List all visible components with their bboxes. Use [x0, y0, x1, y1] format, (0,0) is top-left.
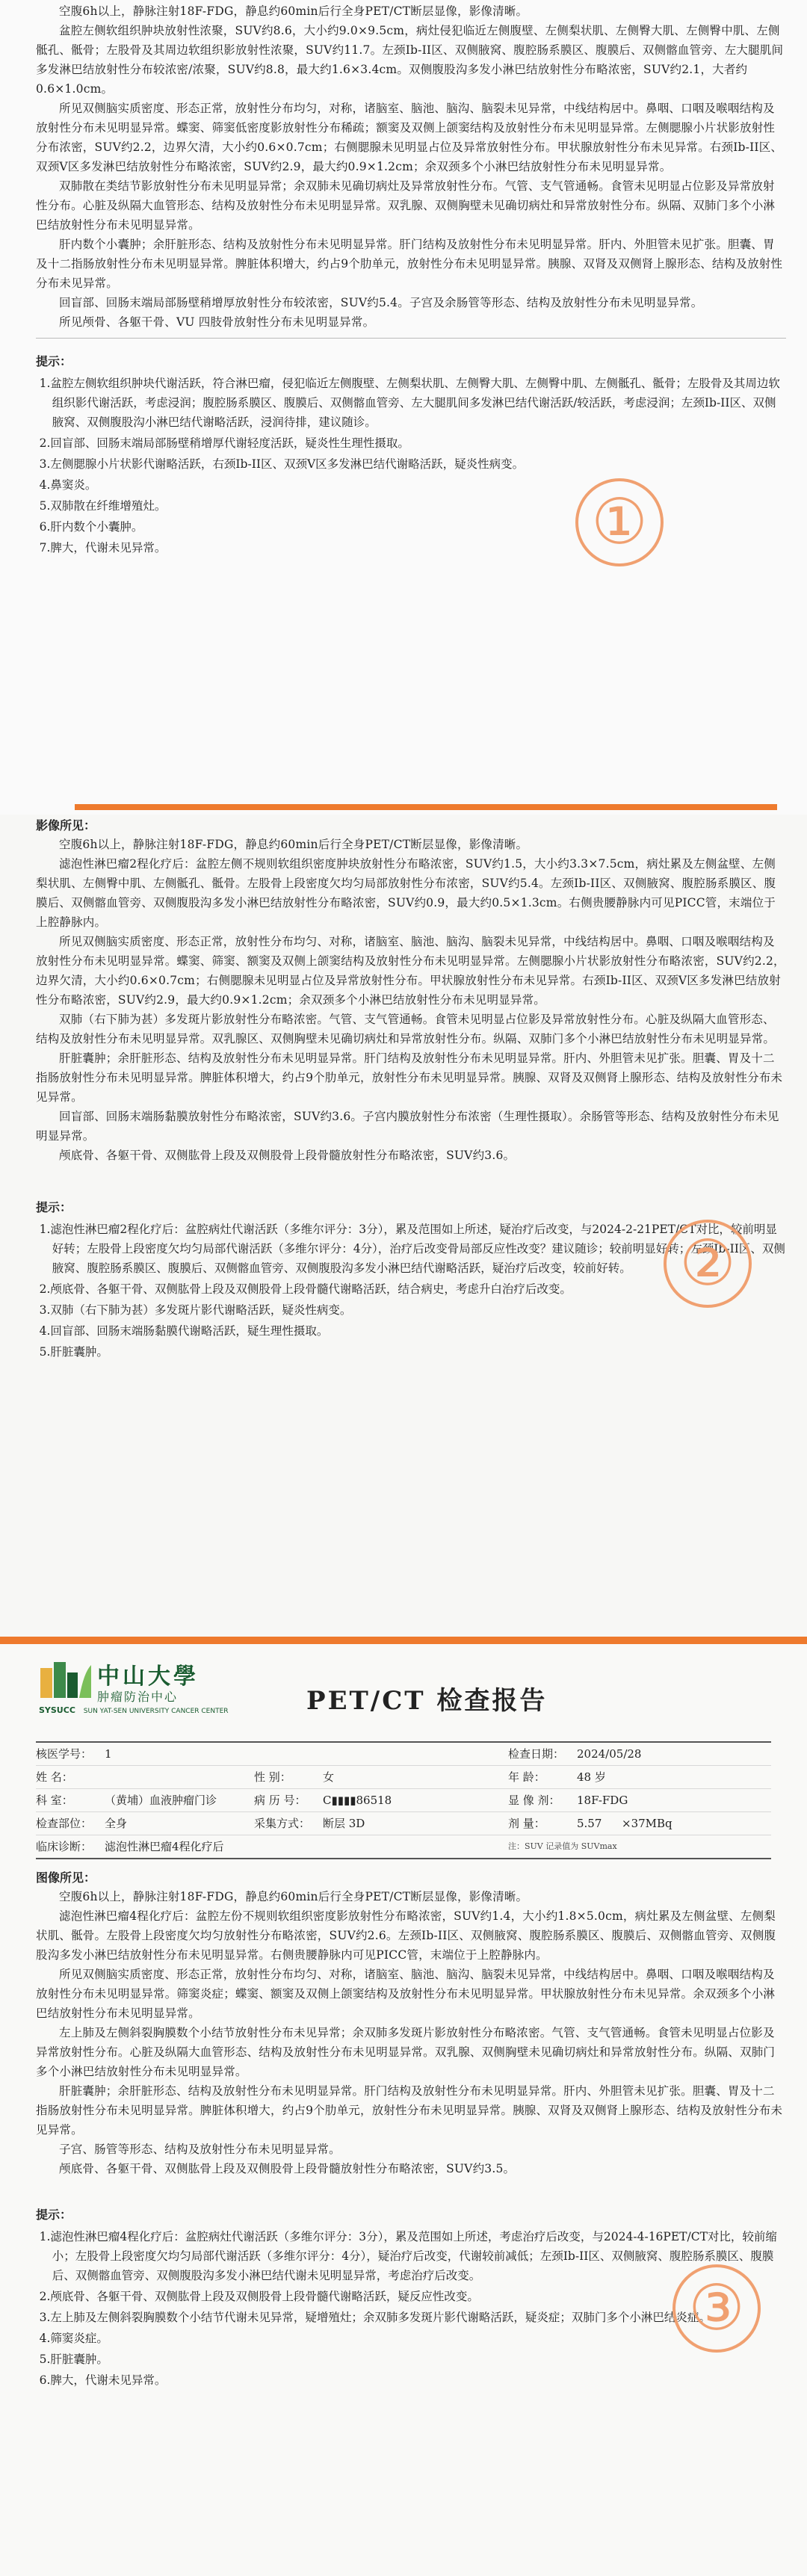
orange-divider: [0, 1637, 807, 1644]
section-title: 图像所见：: [36, 1871, 96, 1885]
value-dept: （黄埔）血液肿瘤门诊: [105, 1794, 217, 1807]
hint-title: 提示：: [36, 354, 72, 368]
hint-item: 5.双肺散在纤维增殖灶。: [39, 499, 167, 513]
report-page-2: [0, 815, 807, 1644]
hint-item: 2.颅底骨、各躯干骨、双侧肱骨上段及双侧股骨上段骨髓代谢略活跃，结合病史，考虑升白治疗后改变。: [39, 1282, 572, 1296]
finding-paragraph: 肝内数个小囊肿；余肝脏形态、结构及放射性分布未见明显异常。肝门结构及放射性分布未见明显异常。肝内、外胆管未见扩张。胆囊、胃及十二指肠放射性分布未见明显异常。脾脏体积增大，约占9个肋单元，放射性分布未见明显异常。胰腺、双肾及双侧肾上腺形态、结构及放射性分布未见异常。: [36, 238, 783, 290]
logo-english-name: SUN YAT-SEN UNIVERSITY CANCER CENTER: [83, 1708, 229, 1715]
hint-item: 5.肝脏囊肿。: [39, 1345, 108, 1359]
hint-item: 7.脾大，代谢未见异常。: [39, 541, 167, 555]
university-logo-icon: [39, 1658, 93, 1702]
hint-item: 6.肝内数个小囊肿。: [39, 520, 143, 534]
label-diagnosis: 临床诊断：: [36, 1840, 93, 1853]
finding-paragraph: 空腹6h以上，静脉注射18F-FDG，静息约60min后行全身PET/CT断层显像，影像清晰。: [59, 838, 528, 851]
hint-item: 3.左上肺及左侧斜裂胸膜数个小结节代谢未见异常，疑增殖灶；余双肺多发斑片影代谢略活跃，疑炎症；双肺门多个小淋巴结炎症。: [39, 2311, 711, 2324]
hint-item: 1.滤泡性淋巴瘤2程化疗后：盆腔病灶代谢活跃（多维尔评分：3分），累及范围如上所述，疑治疗后改变，与2024-2-21PET/CT对比，较前明显好转；左股骨上段密度欠均匀局部代谢活跃（多维尔评分：4分），治疗后改变骨局部反应性改变？建议随诊；较前明显好转；左颈Ib-II区、双侧腋窝、腹腔肠系膜区、腹膜后、双侧髂血管旁、双侧腹股沟多发小淋巴结代谢略活跃，疑治疗后改变，较前好转。: [39, 1223, 785, 1275]
label-mode: 采集方式：: [254, 1817, 311, 1830]
finding-paragraph: 所见双侧脑实质密度、形态正常，放射性分布均匀、对称，诸脑室、脑池、脑沟、脑裂未见异常，中线结构居中。鼻咽、口咽及喉咽结构及放射性分布未见明显异常。筛窦炎症；蝶窦、额窦及双侧上颌窦结构及放射性分布未见明显异常。甲状腺放射性分布未见异常。余双颈多个小淋巴结放射性分布未见明显异常。: [36, 1968, 776, 2020]
info-row: [36, 1766, 771, 1789]
finding-paragraph: 回盲部、回肠末端局部肠壁稍增厚放射性分布较浓密，SUV约5.4。子宫及余肠管等形态、结构及放射性分布未见明显异常。: [59, 296, 703, 309]
logo-badge: [39, 1705, 229, 1715]
hint-item: 4.筛窦炎症。: [39, 2332, 108, 2345]
label-agent: 显 像 剂：: [508, 1794, 560, 1807]
label-age: 年 龄：: [508, 1770, 545, 1784]
info-row: [36, 1741, 771, 1766]
label-name: 姓 名：: [36, 1770, 73, 1784]
info-row: [36, 1812, 771, 1835]
value-date: 2024/05/28: [577, 1747, 642, 1761]
value-diagnosis: 滤泡性淋巴瘤4程化疗后: [105, 1840, 224, 1853]
finding-paragraph: 空腹6h以上，静脉注射18F-FDG，静息约60min后行全身PET/CT断层显像，影像清晰。: [59, 1890, 528, 1903]
value-age: 48 岁: [577, 1770, 606, 1784]
label-part: 检查部位：: [36, 1817, 93, 1830]
report-page-1: [0, 0, 807, 815]
hint-title: 提示：: [36, 1200, 72, 1214]
value-dose: 5.57: [577, 1817, 602, 1830]
hint-item: 1.滤泡性淋巴瘤4程化疗后：盆腔病灶代谢活跃（多维尔评分：3分），累及范围如上所述，考虑治疗后改变，与2024-4-16PET/CT对比，较前缩小；左股骨上段密度欠均匀局部代谢活跃（多维尔评分：4分），疑治疗后改变，代谢较前减低；左颈Ib-II区、双侧腋窝、腹腔肠系膜区、腹膜后、双侧髂血管旁、双侧腹股沟多发小淋巴结代谢未见明显异常，考虑治疗后改变。: [39, 2230, 777, 2282]
finding-paragraph: 双肺散在类结节影放射性分布未见明显异常；余双肺未见确切病灶及异常放射性分布。气管、支气管通畅。食管未见明显占位影及异常放射性分布。心脏及纵隔大血管形态、结构及放射性分布未见明显异常。双乳腺、双侧胸壁未见确切病灶和异常放射性分布。纵隔、双肺门多个小淋巴结放射性分布未见明显异常。: [36, 179, 776, 232]
finding-paragraph: 肝脏囊肿；余肝脏形态、结构及放射性分布未见明显异常。肝门结构及放射性分布未见明显异常。肝内、外胆管未见扩张。胆囊、胃及十二指肠放射性分布未见明显异常。脾脏体积增大，约占9个肋单元，放射性分布未见明显异常。胰腺、双肾及双侧肾上腺形态、结构及放射性分布未见异常。: [36, 1051, 783, 1104]
value-sex: 女: [323, 1770, 335, 1784]
hint-item: 3.双肺（右下肺为甚）多发斑片影代谢略活跃，疑炎性病变。: [39, 1303, 352, 1317]
value-agent: 18F-FDG: [577, 1794, 628, 1807]
info-row: [36, 1835, 771, 1859]
finding-paragraph: 颅底骨、各躯干骨、双侧肱骨上段及双侧股骨上段骨髓放射性分布略浓密，SUV约3.6。: [59, 1149, 516, 1162]
label-dose: 剂 量：: [508, 1817, 545, 1830]
finding-paragraph: 所见双侧脑实质密度、形态正常，放射性分布均匀、对称，诸脑室、脑池、脑沟、脑裂未见异常，中线结构居中。鼻咽、口咽及喉咽结构及放射性分布未见明显异常。蝶窦、筛窦、额窦及双侧上颌窦结构及放射性分布未见明显异常。左侧腮腺小片状影放射性分布略浓密，SUV约2.2，边界欠清，大小约0.6×0.7cm；右侧腮腺未见明显占位及异常放射性分布。甲状腺放射性分布未见异常。右颈Ib-II区、双颈V区多发淋巴结放射性分布略浓密，SUV约2.9，最大约0.9×1.2cm；余双颈多个小淋巴结放射性分布未见明显异常。: [36, 935, 785, 1007]
report-title: PET/CT 检查报告: [306, 1686, 548, 1716]
finding-paragraph: 肝脏囊肿；余肝脏形态、结构及放射性分布未见明显异常。肝门结构及放射性分布未见明显异常。肝内、外胆管未见扩张。胆囊、胃及十二指肠放射性分布未见明显异常。脾脏体积增大，约占9个肋单元，放射性分布未见明显异常。胰腺、双肾及双侧肾上腺形态、结构及放射性分布未见异常。: [36, 2084, 783, 2137]
info-row: [36, 1789, 771, 1812]
patient-info-table: [36, 1741, 771, 1859]
value-case-number: C▮▮▮▮86518: [323, 1794, 392, 1807]
suv-note: 注：SUV 记录值为 SUVmax: [508, 1841, 617, 1851]
label-dept: 科 室：: [36, 1794, 73, 1807]
hint-item: 2.回盲部、回肠末端局部肠壁稍增厚代谢轻度活跃，疑炎性生理性摄取。: [39, 436, 409, 450]
value-mode: 断层 3D: [323, 1817, 365, 1830]
label-sex: 性 别：: [254, 1770, 291, 1784]
hint-item: 2.颅底骨、各躯干骨、双侧肱骨上段及双侧股骨上段骨髓代谢略活跃，疑反应性改变。: [39, 2290, 479, 2303]
orange-divider: [75, 804, 777, 810]
logo-subtitle: 肿瘤防治中心: [97, 1690, 179, 1704]
finding-paragraph: 空腹6h以上，静脉注射18F-FDG，静息约60min后行全身PET/CT断层显像，影像清晰。: [59, 4, 528, 18]
value-dose-unit: ×37MBq: [622, 1817, 672, 1830]
finding-paragraph: 盆腔左侧软组织肿块放射性浓聚，SUV约8.6，大小约9.0×9.5cm，病灶侵犯临近左侧腹壁、左侧梨状肌、左侧臀大肌、左侧臀中肌、左侧骶孔、骶骨；左股骨及其周边软组织影放射性浓聚，SUV约11.7。左颈Ib-II区、双侧腋窝、腹腔肠系膜区、腹膜后、双侧髂血管旁、左大腿肌间多发淋巴结放射性分布较浓密/浓聚，SUV约8.8，最大约1.6×3.4cm。双侧腹股沟多发小淋巴结放射性分布略浓密，SUV约2.1，大者约0.6×1.0cm。: [36, 24, 784, 96]
hint-item: 5.肝脏囊肿。: [39, 2353, 108, 2366]
report-page-3: [0, 1644, 807, 2576]
hint-title: 提示：: [36, 2208, 72, 2222]
finding-paragraph: 所见双侧脑实质密度、形态正常，放射性分布均匀，对称，诸脑室、脑池、脑沟、脑裂未见异常，中线结构居中。鼻咽、口咽及喉咽结构及放射性分布未见明显异常。蝶窦、筛窦低密度影放射性分布稀疏；额窦及双侧上颌窦结构及放射性分布未见明显异常。左侧腮腺小片状影放射性分布浓密，SUV约2.2，边界欠清，大小约0.6×0.7cm；右侧腮腺未见明显占位及异常放射性分布。甲状腺放射性分布未见异常。右颈Ib-II区、双颈V区多发淋巴结放射性分布略浓密，SUV约2.9，最大约0.9×1.2cm；余双颈多个小淋巴结放射性分布未见明显异常。: [36, 102, 783, 173]
report-header: [0, 1644, 807, 1741]
finding-paragraph: 滤泡性淋巴瘤4程化疗后：盆腔左份不规则软组织密度影放射性分布略浓密，SUV约1.4，大小约1.8×5.0cm，病灶累及左侧盆壁、左侧梨状肌、骶骨。左股骨上段密度欠均匀放射性分布略浓密，SUV约2.6。左颈Ib-II区、双侧腋窝、腹腔肠系膜区、腹膜后、双侧髂血管旁、双侧腹股沟多发小淋巴结放射性分布未见明显异常。右侧贵腰静脉内可见PICC管，末端位于上腔静脉内。: [36, 1909, 776, 1962]
finding-paragraph: 子宫、肠管等形态、结构及放射性分布未见明显异常。: [59, 2143, 341, 2156]
label-date: 检查日期：: [508, 1747, 565, 1761]
logo-text: 中山大學: [97, 1664, 199, 1690]
finding-paragraph: 双肺（右下肺为甚）多发斑片影放射性分布略浓密。气管、支气管通畅。食管未见明显占位影及异常放射性分布。心脏及纵隔大血管形态、结构及放射性分布未见明显异常。双乳腺区、双侧胸壁未见确切病灶和异常放射性分布。纵隔、双肺门多个小淋巴结放射性分布未见明显异常。: [36, 1013, 776, 1045]
section-title: 影像所见：: [36, 818, 96, 833]
value-part: 全身: [105, 1817, 128, 1830]
hint-item: 1.盆腔左侧软组织肿块代谢活跃，符合淋巴瘤，侵犯临近左侧腹壁、左侧梨状肌、左侧臀大肌、左侧臀中肌、左侧骶孔、骶骨；左股骨及其周边软组织影代谢活跃，考虑浸润；腹腔肠系膜区、腹膜后、双侧髂血管旁、左大腿肌间多发淋巴结代谢活跃/较活跃，考虑浸润；左颈Ib-II区、双侧腋窝、双侧腹股沟小淋巴结代谢略活跃，浸润待排，建议随诊。: [39, 377, 780, 429]
circle-number-annotation: ①: [575, 478, 664, 566]
hint-item: 4.鼻窦炎。: [39, 478, 97, 492]
value-id: 1: [105, 1747, 112, 1761]
finding-paragraph: 回盲部、回肠末端肠黏膜放射性分布略浓密，SUV约3.6。子宫内膜放射性分布浓密（生理性摄取）。余肠管等形态、结构及放射性分布未见明显异常。: [36, 1110, 779, 1143]
value-name: [105, 1766, 254, 1788]
finding-paragraph: 颅底骨、各躯干骨、双侧肱骨上段及双侧股骨上段骨髓放射性分布略浓密，SUV约3.5。: [59, 2162, 516, 2175]
label-case-number: 病 历 号：: [254, 1794, 306, 1807]
hint-item: 4.回盲部、回肠末端肠黏膜代谢略活跃，疑生理性摄取。: [39, 1324, 329, 1338]
finding-paragraph: 滤泡性淋巴瘤2程化疗后：盆腔左侧不规则软组织密度肿块放射性分布略浓密，SUV约1.5，大小约3.3×7.5cm，病灶累及左侧盆壁、左侧梨状肌、左侧臀中肌、左侧骶孔、骶骨。左股骨上段密度欠均匀局部放射性分布浓密，SUV约5.4。左颈Ib-II区、双侧腋窝、腹腔肠系膜区、腹膜后、双侧髂血管旁、双侧腹股沟多发小淋巴结放射性分布略浓密，SUV约0.9，最大约0.5×1.3cm。右侧贵腰静脉内可见PICC管，末端位于上腔静脉内。: [36, 857, 776, 929]
circle-number-annotation: ②: [664, 1220, 752, 1308]
circle-number-annotation: ③: [672, 2264, 761, 2353]
label-id: 核医学号：: [36, 1747, 93, 1761]
finding-paragraph: 所见颅骨、各躯干骨、VU 四肢骨放射性分布未见明显异常。: [59, 315, 375, 329]
hint-item: 6.脾大，代谢未见异常。: [39, 2373, 167, 2387]
logo-badge-text: SYSUCC: [39, 1705, 75, 1715]
hint-item: 3.左侧腮腺小片状影代谢略活跃，右颈Ib-II区、双颈V区多发淋巴结代谢略活跃，疑炎性病变。: [39, 457, 525, 471]
hint-section: [36, 338, 786, 557]
finding-paragraph: 左上肺及左侧斜裂胸膜数个小结节放射性分布未见异常；余双肺多发斑片影放射性分布略浓密。气管、支气管通畅。食管未见明显占位影及异常放射性分布。心脏及纵隔大血管形态、结构及放射性分布未见明显异常。双乳腺、双侧胸壁未见确切病灶和异常放射性分布。纵隔、双肺门多个小淋巴结放射性分布未见明显异常。: [36, 2026, 776, 2078]
